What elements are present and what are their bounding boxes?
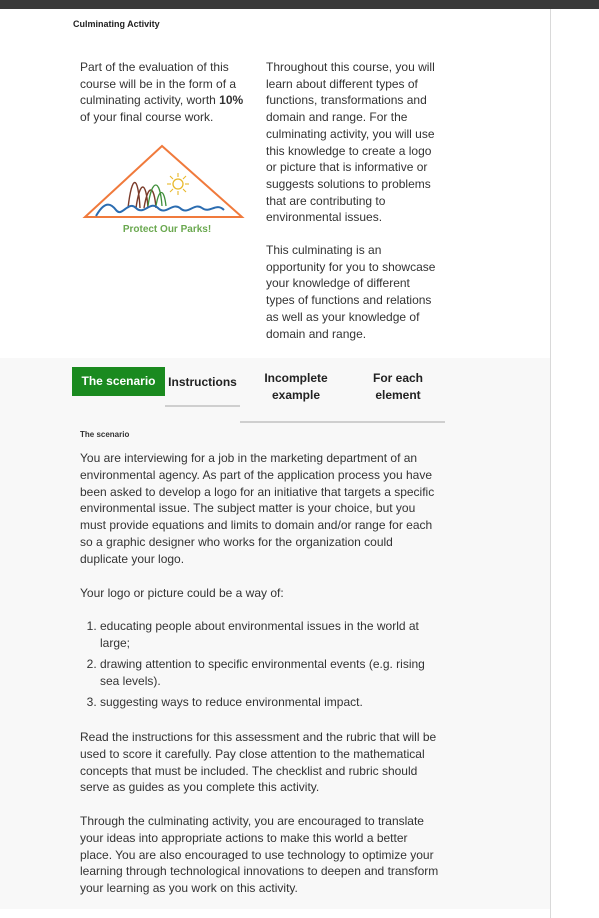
scenario-heading: The scenario bbox=[80, 430, 130, 439]
intro-text-end: of your final course work. bbox=[80, 109, 214, 124]
scenario-paragraph-4 bbox=[80, 813, 442, 897]
intro-paragraph-2: This culminating is an opportunity for you to showcase your knowledge of different types of functions and relations as well as your knowledge of domain and range. bbox=[266, 243, 436, 341]
tab-instructions[interactable]: Instructions bbox=[168, 374, 237, 389]
intro-right-text bbox=[266, 59, 438, 358]
scenario-text-1: You are interviewing for a job in the marketing department of an environmental agency. As part of the application process you have been asked to develop a logo for an initiative that targets a specific environmental issue. The subject matter is your choice, but you must provide equations and limits to domain and/or range for each so a graphic designer who works for the organization could duplicate your logo. bbox=[80, 451, 435, 566]
page-title: Culminating Activity bbox=[73, 19, 160, 29]
scenario-paragraph-1 bbox=[80, 450, 442, 568]
intro-weight: 10% bbox=[219, 93, 244, 107]
scenario-text-2: Your logo or picture could be a way of: bbox=[80, 586, 284, 600]
content-border bbox=[550, 9, 551, 918]
intro-paragraph-1: Throughout this course, you will learn about different types of functions, transformations and domain and range. For the culminating activity, you will use this knowledge to create a logo or picture that is informative or suggests solutions to problems that are contributing to environmental issues. bbox=[266, 60, 435, 225]
list-item: 2. drawing attention to specific environmental events (e.g. rising sea levels). bbox=[100, 656, 445, 689]
tab-the-scenario[interactable]: The scenario bbox=[72, 367, 165, 396]
scenario-paragraph-2 bbox=[80, 585, 442, 602]
list-item: 3. suggesting ways to reduce environmental impact. bbox=[100, 694, 445, 711]
scenario-list bbox=[80, 618, 445, 716]
intro-text-start: Part of the evaluation of this course will be in the form of a culminating activity, worth bbox=[80, 60, 237, 107]
tab-for-each-element[interactable]: For each element bbox=[372, 370, 423, 402]
tab-incomplete-example[interactable]: Incomplete example bbox=[264, 370, 328, 402]
scenario-paragraph-3 bbox=[80, 729, 442, 796]
tab-bar bbox=[72, 367, 445, 413]
top-bar bbox=[0, 0, 599, 9]
scenario-text-4: Through the culminating activity, you are encouraged to translate your ideas into appropriate actions to make this world a better place. You are also encouraged to use technology to optimize your learning through technological innovations to deepen and transform your learning as you work on this activity. bbox=[80, 814, 439, 896]
tab-underline-instructions bbox=[165, 405, 240, 407]
tab-underline-rest bbox=[240, 421, 445, 423]
logo-caption: Protect Our Parks! bbox=[122, 224, 212, 235]
intro-left-text bbox=[80, 59, 252, 125]
scenario-text-3: Read the instructions for this assessment and the rubric that will be used to score it carefully. Pay close attention to the mathematical concepts that must be included. The checklist and rubric should serve as guides as you complete this activity. bbox=[80, 730, 437, 795]
list-item: 1. educating people about environmental issues in the world at large; bbox=[100, 618, 445, 651]
